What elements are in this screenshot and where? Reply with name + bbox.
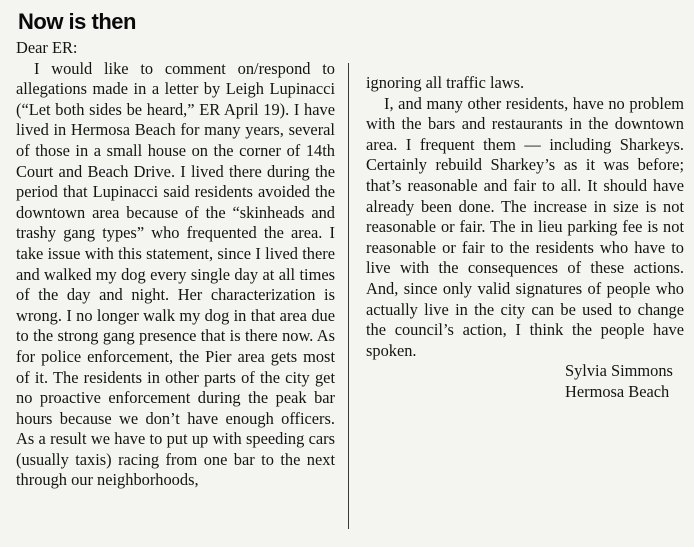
signature-name: Sylvia Simmons	[565, 361, 673, 381]
signature-city: Hermosa Beach	[565, 381, 670, 401]
column-left	[16, 38, 335, 491]
salutation: Dear ER:	[16, 38, 78, 57]
letter-paragraph-1: I would like to comment on/respond to allegations made in a letter by Leigh Lupinacci (“Let both sides be heard,” ER April 19). I have lived in Hermosa Beach for many years, several of those in a small house on the corner of 14th Court and Beach Drive. I lived there during the period that Lupinacci said residents avoided the downtown area because of the “skinheads and trashy gang types” who frequented the area. I take issue with this statement, since I lived there and walked my dog every single day at all times of the day and night. Her characterization is wrong. I no longer walk my dog in that area due to the strong gang presence that is there now. As for police enforcement, the Pier area gets most of it. The residents in other parts of the city get no proactive enforcement during the peak bar hours because we don’t have enough officers. As a result we have to put up with speeding cars (usually taxis) racing from one bar to the next through our neighborhoods,	[16, 58, 335, 490]
letter-paragraph-2: I, and many other residents, have no problem with the bars and restaurants in the downtown area. I frequent them — including Sharkeys. Certainly rebuild Sharkey’s as it was before; that’s reasonable and fair to all. It should have already been done. The increase in size is not reasonable or fair. The in lieu parking fee is not reasonable or fair to the residents who have to live with the consequences of these actions. And, since only valid signatures of people who actually live in the city can be used to change the council’s action, I think the people have spoken.	[366, 93, 684, 360]
column-right	[366, 73, 684, 403]
column-divider	[348, 63, 349, 529]
article-headline: Now is then	[18, 9, 136, 34]
letter-paragraph-1-continued: ignoring all traffic laws.	[366, 73, 525, 92]
